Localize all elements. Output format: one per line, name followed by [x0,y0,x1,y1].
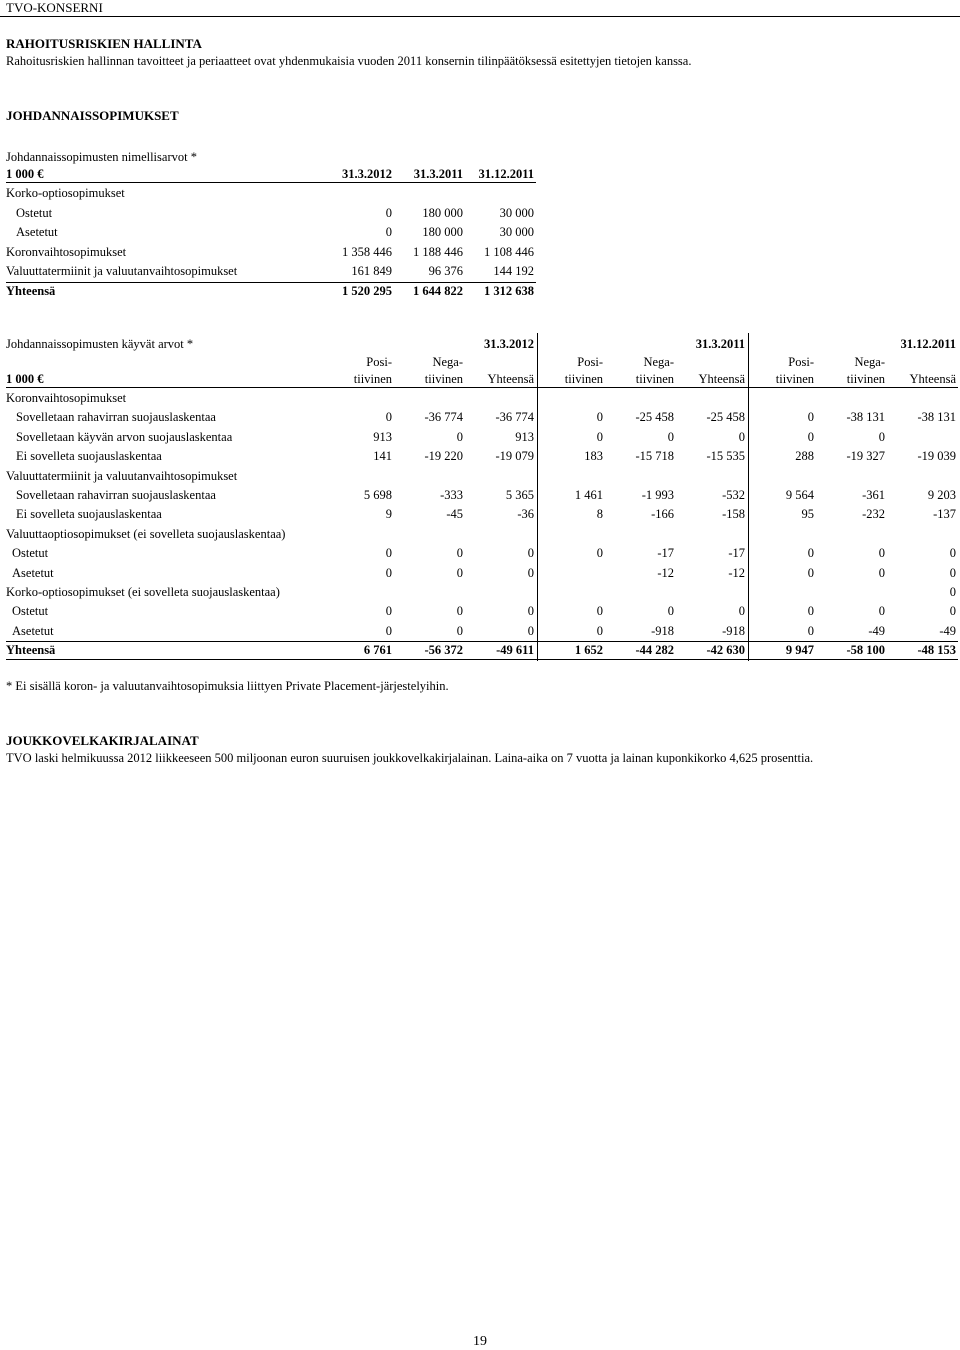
nominal-row-label: Yhteensä [6,284,56,298]
fair-cell: 0 [527,624,534,638]
derivatives-heading: JOHDANNAISSOPIMUKSET [6,108,179,123]
fair-cell: 0 [596,410,603,424]
fair-subheader-bottom: tiivinen [424,372,463,386]
fair-subheader-top: Nega- [643,355,674,369]
fair-cell: 0 [596,546,603,560]
nominal-cell: 0 [385,225,392,239]
fair-cell: 913 [515,430,534,444]
nominal-cell: 1 358 446 [342,245,392,259]
fair-cell: 0 [878,430,885,444]
nominal-cell: 96 376 [428,264,463,278]
fair-cell: 0 [456,430,463,444]
fair-cell: -49 [868,624,885,638]
risk-heading: RAHOITUSRISKIEN HALLINTA [6,36,202,51]
fair-subheader-bottom: tiivinen [635,372,674,386]
nominal-row-label: Valuuttatermiinit ja valuutanvaihtosopimukset [6,264,238,278]
nominal-col-header: 31.3.2012 [342,167,392,181]
fair-cell: -333 [440,488,463,502]
fair-cell: 0 [456,546,463,560]
fair-row-label: Sovelletaan käyvän arvon suojauslaskentaa [16,430,233,444]
nominal-cell: 0 [385,206,392,220]
fair-cell: -49 611 [496,643,534,657]
fair-cell: -532 [722,488,745,502]
fair-cell: 5 698 [363,488,392,502]
fair-row-label: Korko-optiosopimukset (ei sovelleta suojauslaskentaa) [6,585,280,599]
fair-cell: 0 [596,624,603,638]
fair-cell: 1 461 [574,488,603,502]
fair-cell: -19 039 [917,449,956,463]
fair-row-label: Ostetut [12,546,49,560]
nominal-row-label: Ostetut [16,206,53,220]
fair-cell: -58 100 [846,643,885,657]
fair-cell: 0 [878,546,885,560]
fair-subheader-top: Nega- [432,355,463,369]
fair-row-label: Valuuttatermiinit ja valuutanvaihtosopimukset [6,469,238,483]
fair-cell: -918 [722,624,745,638]
fair-cell: 0 [878,566,885,580]
bonds-text: TVO laski helmikuussa 2012 liikkeeseen 500 miljoonan euron suuruisen joukkovelkakirjalainan. Laina-aika on 7 vuotta ja lainan kuponkikorko 4,625 prosenttia. [6,751,814,765]
nominal-col-header: 31.3.2011 [413,167,463,181]
fair-cell: 0 [807,624,814,638]
fair-cell: 0 [527,566,534,580]
fair-cell: -1 993 [641,488,674,502]
fair-cell: 183 [584,449,603,463]
fair-cell: -19 327 [846,449,885,463]
fair-row-label: Sovelletaan rahavirran suojauslaskentaa [16,410,216,424]
fair-subheader-bottom: tiivinen [846,372,885,386]
fair-subheader-bottom: Yhteensä [698,372,745,386]
fair-cell: 0 [949,546,956,560]
fair-subheader-top: Posi- [788,355,814,369]
bonds-heading: JOUKKOVELKAKIRJALAINAT [6,733,199,748]
nominal-row-label: Korko-optiosopimukset [6,186,125,200]
nominal-cell: 180 000 [422,225,463,239]
nominal-cell: 30 000 [499,225,534,239]
fair-subheader-top: Posi- [366,355,392,369]
nominal-row-label: Koronvaihtosopimukset [6,245,127,259]
fair-cell: -25 458 [635,410,674,424]
fair-row-label: Ei sovelleta suojauslaskentaa [16,449,162,463]
fair-subheader-top: Posi- [577,355,603,369]
nominal-col-header: 31.12.2011 [478,167,534,181]
fair-cell: 0 [385,546,392,560]
fair-cell: 0 [456,624,463,638]
fair-cell: -36 774 [495,410,534,424]
fair-cell: -137 [933,507,956,521]
fair-cell: 0 [456,566,463,580]
fair-cell: -232 [862,507,885,521]
page-number: 19 [473,1334,487,1349]
fair-total-bottom-rule [6,659,958,660]
fair-cell: 0 [385,624,392,638]
fair-cell: -25 458 [706,410,745,424]
nominal-header-rule [6,182,536,183]
fair-row-label: Koronvaihtosopimukset [6,391,127,405]
fair-group-separator [537,333,538,661]
fair-cell: 6 761 [363,643,392,657]
fair-row-label: Valuuttaoptiosopimukset (ei sovelleta suojauslaskentaa) [6,527,286,541]
fair-cell: 288 [795,449,814,463]
fair-cell: 9 203 [927,488,956,502]
fair-total-rule [6,641,958,642]
fair-cell: -15 718 [635,449,674,463]
fair-cell: -38 131 [846,410,885,424]
fair-cell: 9 564 [785,488,814,502]
fair-cell: -361 [862,488,885,502]
fair-cell: 0 [738,604,745,618]
nominal-cell: 1 108 446 [484,245,534,259]
fair-cell: -17 [728,546,745,560]
fair-cell: 0 [596,604,603,618]
fair-cell: -44 282 [635,643,674,657]
fair-header-rule [6,387,958,388]
fair-cell: 0 [385,604,392,618]
nominal-cell: 1 312 638 [484,284,534,298]
risk-text: Rahoitusriskien hallinnan tavoitteet ja periaatteet ovat yhdenmukaisia vuoden 2011 konsernin tilinpäätöksessä esitettyjen tietojen kanssa. [6,54,692,68]
fair-cell: 0 [807,546,814,560]
fair-cell: 0 [949,566,956,580]
fair-subheader-bottom: tiivinen [353,372,392,386]
fair-subheader-bottom: tiivinen [564,372,603,386]
fair-cell: 5 365 [505,488,534,502]
fair-subheader-bottom: Yhteensä [909,372,956,386]
fair-cell: -48 153 [917,643,956,657]
fair-cell: -12 [728,566,745,580]
fair-cell: 0 [807,566,814,580]
fair-cell: 0 [385,410,392,424]
fair-subheader-bottom: tiivinen [775,372,814,386]
fair-cell: 0 [527,604,534,618]
fair-period-header: 31.12.2011 [900,337,956,351]
fair-cell: -36 [517,507,534,521]
company-name: TVO-KONSERNI [6,0,103,15]
fair-cell: -15 535 [706,449,745,463]
fair-row-label: Asetetut [12,624,54,638]
nominal-cell: 144 192 [493,264,534,278]
fair-cell: -42 630 [706,643,745,657]
fair-cell: 0 [949,604,956,618]
fair-cell: -56 372 [424,643,463,657]
fair-cell: -17 [657,546,674,560]
fair-subheader-top: Nega- [854,355,885,369]
fair-cell: -38 131 [917,410,956,424]
fair-row-label: Ostetut [12,604,49,618]
nominal-cell: 1 188 446 [413,245,463,259]
fair-cell: 0 [456,604,463,618]
nominal-cell: 1 644 822 [413,284,463,298]
fair-cell: 0 [667,604,674,618]
fair-cell: 0 [596,430,603,444]
fair-cell: 913 [373,430,392,444]
fair-cell: 0 [667,430,674,444]
fair-cell: 0 [878,604,885,618]
fair-row-label: Ei sovelleta suojauslaskentaa [16,507,162,521]
fair-cell: 1 652 [574,643,603,657]
fair-row-label: Yhteensä [6,643,56,657]
fair-cell: -12 [657,566,674,580]
fair-caption: Johdannaissopimusten käyvät arvot * [6,337,194,351]
fair-cell: -19 079 [495,449,534,463]
fair-cell: 0 [807,430,814,444]
fair-subheader-bottom: Yhteensä [487,372,534,386]
fair-cell: 0 [738,430,745,444]
fair-cell: -918 [651,624,674,638]
fair-period-header: 31.3.2012 [484,337,534,351]
fair-cell: 9 [385,507,392,521]
fair-cell: 141 [373,449,392,463]
fair-cell: 0 [949,585,956,599]
nominal-cell: 180 000 [422,206,463,220]
nominal-row-label: Asetetut [16,225,58,239]
fair-cell: 9 947 [785,643,814,657]
fair-cell: -166 [651,507,674,521]
fair-cell: -158 [722,507,745,521]
nominal-cell: 30 000 [499,206,534,220]
fair-row-label: Sovelletaan rahavirran suojauslaskentaa [16,488,216,502]
header-rule [0,16,960,17]
fair-cell: 0 [807,410,814,424]
nominal-caption: Johdannaissopimusten nimellisarvot * [6,150,197,164]
fair-cell: 8 [596,507,603,521]
fair-cell: -36 774 [424,410,463,424]
nominal-total-rule [6,282,536,283]
footnote: * Ei sisällä koron- ja valuutanvaihtosopimuksia liittyen Private Placement-järjestelyihin. [6,679,449,693]
fair-group-separator [748,333,749,661]
fair-unit: 1 000 € [6,372,44,386]
fair-cell: -49 [939,624,956,638]
fair-cell: -45 [446,507,463,521]
fair-row-label: Asetetut [12,566,54,580]
fair-cell: 0 [527,546,534,560]
nominal-unit: 1 000 € [6,167,44,181]
fair-period-header: 31.3.2011 [695,337,745,351]
nominal-cell: 161 849 [351,264,392,278]
fair-cell: 0 [807,604,814,618]
fair-cell: -19 220 [424,449,463,463]
fair-cell: 0 [385,566,392,580]
fair-cell: 95 [801,507,814,521]
nominal-cell: 1 520 295 [342,284,392,298]
